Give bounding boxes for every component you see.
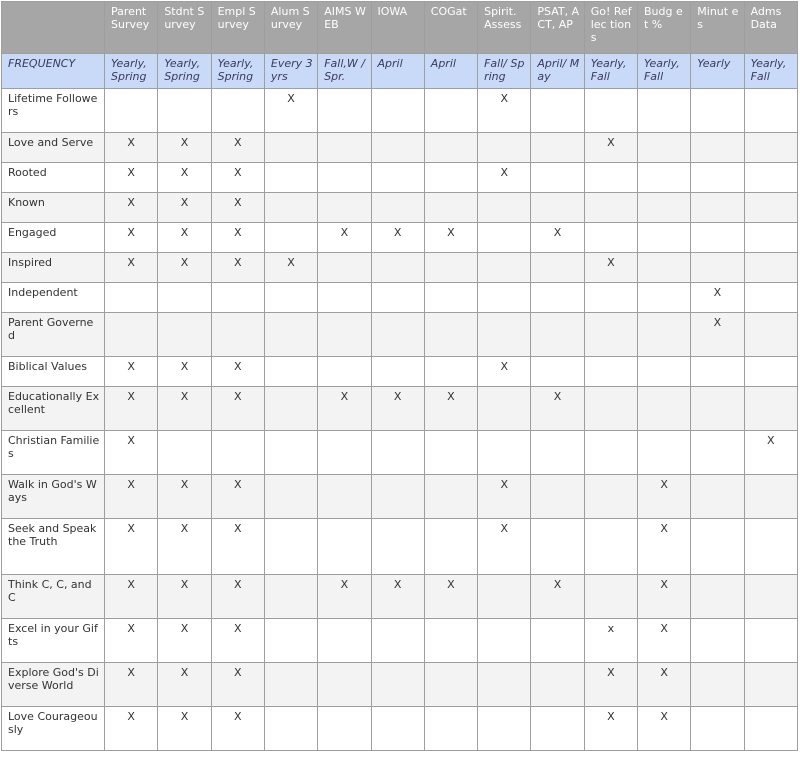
matrix-cell	[744, 707, 797, 751]
matrix-cell: X	[531, 223, 584, 253]
matrix-cell	[318, 283, 371, 313]
matrix-cell	[744, 357, 797, 387]
matrix-cell	[478, 223, 531, 253]
assessment-matrix-table	[1, 1, 798, 751]
matrix-cell: X	[211, 387, 264, 431]
row-label: Rooted	[2, 163, 105, 193]
matrix-cell	[637, 89, 690, 133]
matrix-cell	[371, 253, 424, 283]
matrix-cell	[691, 619, 744, 663]
matrix-cell	[637, 163, 690, 193]
matrix-cell	[478, 431, 531, 475]
matrix-cell	[637, 133, 690, 163]
frequency-cell: Yearly, Fall	[744, 54, 797, 89]
frequency-row	[2, 54, 798, 89]
matrix-cell: X	[105, 519, 158, 575]
matrix-cell	[424, 283, 477, 313]
matrix-cell	[584, 163, 637, 193]
matrix-cell	[637, 387, 690, 431]
matrix-cell	[584, 89, 637, 133]
matrix-cell: X	[637, 707, 690, 751]
column-header: Go! Reflec tions	[584, 2, 637, 54]
matrix-cell: X	[584, 707, 637, 751]
table-row	[2, 133, 798, 163]
matrix-cell: X	[158, 133, 211, 163]
matrix-cell: X	[264, 89, 317, 133]
matrix-cell	[584, 193, 637, 223]
matrix-cell	[531, 253, 584, 283]
matrix-cell	[371, 357, 424, 387]
matrix-cell	[318, 163, 371, 193]
matrix-cell: X	[105, 387, 158, 431]
frequency-cell: April/ May	[531, 54, 584, 89]
matrix-cell	[371, 89, 424, 133]
row-label: Explore God's Diverse World	[2, 663, 105, 707]
table-row	[2, 387, 798, 431]
matrix-cell	[318, 313, 371, 357]
matrix-cell: X	[105, 619, 158, 663]
matrix-cell: X	[478, 357, 531, 387]
matrix-cell: X	[158, 519, 211, 575]
frequency-cell: Yearly, Spring	[158, 54, 211, 89]
matrix-cell	[424, 163, 477, 193]
matrix-cell: X	[158, 387, 211, 431]
matrix-cell: X	[211, 519, 264, 575]
matrix-cell	[424, 357, 477, 387]
matrix-cell: X	[105, 707, 158, 751]
column-header: Parent Survey	[105, 2, 158, 54]
matrix-cell: X	[105, 431, 158, 475]
matrix-cell	[531, 313, 584, 357]
matrix-cell	[264, 663, 317, 707]
table-row	[2, 193, 798, 223]
matrix-cell: X	[318, 575, 371, 619]
column-header: Adms Data	[744, 2, 797, 54]
matrix-cell	[744, 313, 797, 357]
matrix-cell: X	[424, 575, 477, 619]
matrix-cell	[584, 283, 637, 313]
row-label: Walk in God's Ways	[2, 475, 105, 519]
row-label: Lifetime Followers	[2, 89, 105, 133]
matrix-cell	[424, 89, 477, 133]
row-label: Love and Serve	[2, 133, 105, 163]
row-label: Biblical Values	[2, 357, 105, 387]
matrix-cell	[637, 193, 690, 223]
matrix-cell	[691, 253, 744, 283]
matrix-cell	[264, 431, 317, 475]
matrix-cell	[424, 133, 477, 163]
matrix-cell	[584, 575, 637, 619]
matrix-cell: X	[105, 163, 158, 193]
matrix-cell	[531, 519, 584, 575]
matrix-cell: X	[584, 133, 637, 163]
matrix-cell: X	[424, 387, 477, 431]
matrix-cell	[424, 519, 477, 575]
matrix-cell	[478, 193, 531, 223]
matrix-cell: X	[371, 223, 424, 253]
matrix-cell	[105, 313, 158, 357]
matrix-cell	[584, 431, 637, 475]
matrix-cell: X	[105, 357, 158, 387]
matrix-cell	[424, 431, 477, 475]
matrix-cell	[424, 707, 477, 751]
matrix-cell	[318, 707, 371, 751]
matrix-cell	[211, 313, 264, 357]
table-row	[2, 431, 798, 475]
matrix-cell	[744, 475, 797, 519]
matrix-cell	[264, 475, 317, 519]
column-header: Spirit. Assess	[478, 2, 531, 54]
frequency-cell: Yearly, Spring	[105, 54, 158, 89]
matrix-cell: X	[211, 253, 264, 283]
table-row	[2, 283, 798, 313]
matrix-cell	[531, 89, 584, 133]
matrix-cell: X	[158, 619, 211, 663]
matrix-cell	[211, 283, 264, 313]
matrix-cell: X	[424, 223, 477, 253]
matrix-cell	[318, 619, 371, 663]
matrix-cell	[371, 431, 424, 475]
matrix-cell	[424, 313, 477, 357]
matrix-cell: X	[211, 193, 264, 223]
matrix-cell	[371, 163, 424, 193]
matrix-cell	[318, 519, 371, 575]
matrix-cell: X	[371, 387, 424, 431]
matrix-cell	[371, 707, 424, 751]
matrix-cell: X	[478, 163, 531, 193]
matrix-cell	[424, 663, 477, 707]
matrix-cell	[264, 619, 317, 663]
matrix-cell: X	[318, 387, 371, 431]
matrix-cell: X	[105, 253, 158, 283]
matrix-cell: X	[371, 575, 424, 619]
matrix-cell	[264, 133, 317, 163]
matrix-cell	[264, 387, 317, 431]
matrix-cell	[584, 223, 637, 253]
matrix-cell	[691, 431, 744, 475]
matrix-cell	[531, 133, 584, 163]
table-row	[2, 519, 798, 575]
matrix-cell: X	[637, 663, 690, 707]
column-header: PSAT, ACT, AP	[531, 2, 584, 54]
frequency-cell: April	[371, 54, 424, 89]
matrix-cell	[264, 163, 317, 193]
row-label: Known	[2, 193, 105, 223]
matrix-cell: X	[105, 663, 158, 707]
matrix-cell	[478, 387, 531, 431]
matrix-cell: X	[211, 357, 264, 387]
matrix-cell: X	[637, 475, 690, 519]
matrix-cell: X	[105, 575, 158, 619]
table-row	[2, 357, 798, 387]
frequency-cell: Every 3 yrs	[264, 54, 317, 89]
matrix-cell: X	[105, 133, 158, 163]
column-header: Stdnt Survey	[158, 2, 211, 54]
matrix-cell: X	[531, 387, 584, 431]
matrix-cell	[318, 475, 371, 519]
table-row	[2, 89, 798, 133]
matrix-cell	[744, 283, 797, 313]
matrix-cell	[318, 357, 371, 387]
matrix-cell	[637, 223, 690, 253]
matrix-cell	[264, 313, 317, 357]
matrix-cell: X	[637, 619, 690, 663]
matrix-cell: X	[478, 475, 531, 519]
row-label: Love Courageously	[2, 707, 105, 751]
matrix-cell	[531, 283, 584, 313]
matrix-cell: X	[211, 163, 264, 193]
matrix-cell	[424, 253, 477, 283]
matrix-cell: X	[158, 475, 211, 519]
matrix-cell	[424, 475, 477, 519]
matrix-cell: X	[211, 475, 264, 519]
matrix-cell	[637, 431, 690, 475]
row-label: Christian Families	[2, 431, 105, 475]
matrix-cell	[158, 283, 211, 313]
matrix-cell	[691, 707, 744, 751]
row-label: Excel in your Gifts	[2, 619, 105, 663]
row-label: Educationally Excellent	[2, 387, 105, 431]
matrix-cell	[531, 163, 584, 193]
matrix-cell	[691, 387, 744, 431]
matrix-cell	[158, 313, 211, 357]
matrix-cell	[211, 89, 264, 133]
matrix-cell	[584, 313, 637, 357]
matrix-cell	[637, 313, 690, 357]
matrix-cell: X	[478, 519, 531, 575]
matrix-cell: X	[211, 707, 264, 751]
matrix-cell	[264, 357, 317, 387]
matrix-cell: X	[264, 253, 317, 283]
matrix-cell: X	[584, 253, 637, 283]
matrix-cell	[105, 283, 158, 313]
matrix-cell: X	[158, 193, 211, 223]
matrix-cell	[744, 253, 797, 283]
matrix-cell	[371, 313, 424, 357]
matrix-cell	[478, 619, 531, 663]
matrix-cell	[744, 519, 797, 575]
matrix-cell	[318, 253, 371, 283]
row-label: Engaged	[2, 223, 105, 253]
matrix-cell	[371, 283, 424, 313]
matrix-cell	[531, 619, 584, 663]
matrix-cell	[691, 519, 744, 575]
matrix-cell	[531, 663, 584, 707]
matrix-cell	[584, 357, 637, 387]
matrix-cell	[531, 707, 584, 751]
matrix-cell	[424, 619, 477, 663]
matrix-cell	[478, 133, 531, 163]
matrix-cell: X	[158, 707, 211, 751]
matrix-cell	[371, 519, 424, 575]
matrix-cell: X	[211, 663, 264, 707]
matrix-cell: X	[105, 475, 158, 519]
matrix-cell	[371, 663, 424, 707]
matrix-cell	[371, 475, 424, 519]
column-header: Empl Survey	[211, 2, 264, 54]
matrix-cell	[318, 89, 371, 133]
frequency-cell: Fall,W /Spr.	[318, 54, 371, 89]
matrix-cell: X	[744, 431, 797, 475]
column-header: AIMS WEB	[318, 2, 371, 54]
matrix-cell: X	[318, 223, 371, 253]
matrix-cell	[744, 387, 797, 431]
table-row	[2, 663, 798, 707]
column-header: COGat	[424, 2, 477, 54]
matrix-cell	[478, 663, 531, 707]
matrix-cell	[584, 475, 637, 519]
matrix-cell	[531, 475, 584, 519]
table-row	[2, 619, 798, 663]
matrix-cell	[691, 663, 744, 707]
matrix-cell	[691, 223, 744, 253]
matrix-cell	[264, 223, 317, 253]
corner-cell	[2, 2, 105, 54]
matrix-cell	[105, 89, 158, 133]
matrix-cell	[691, 357, 744, 387]
matrix-cell: X	[158, 163, 211, 193]
matrix-cell	[744, 663, 797, 707]
matrix-cell	[478, 253, 531, 283]
matrix-cell	[744, 223, 797, 253]
table-row	[2, 223, 798, 253]
matrix-cell	[584, 519, 637, 575]
matrix-cell	[318, 431, 371, 475]
matrix-cell	[744, 619, 797, 663]
matrix-cell: X	[531, 575, 584, 619]
matrix-cell: x	[584, 619, 637, 663]
column-header: Minut es	[691, 2, 744, 54]
matrix-cell	[318, 133, 371, 163]
matrix-cell	[691, 475, 744, 519]
matrix-cell: X	[478, 89, 531, 133]
header-row	[2, 2, 798, 54]
matrix-cell	[691, 89, 744, 133]
matrix-cell: X	[105, 193, 158, 223]
matrix-cell	[637, 253, 690, 283]
matrix-cell	[371, 193, 424, 223]
matrix-cell: X	[158, 357, 211, 387]
matrix-cell	[478, 707, 531, 751]
frequency-cell: Yearly	[691, 54, 744, 89]
matrix-cell	[691, 193, 744, 223]
matrix-cell: X	[691, 313, 744, 357]
matrix-cell	[264, 707, 317, 751]
matrix-cell: X	[637, 519, 690, 575]
matrix-cell: X	[584, 663, 637, 707]
row-label: Seek and Speak the Truth	[2, 519, 105, 575]
matrix-cell: X	[211, 133, 264, 163]
matrix-cell	[478, 313, 531, 357]
matrix-cell	[264, 575, 317, 619]
matrix-cell	[691, 133, 744, 163]
matrix-cell: X	[158, 575, 211, 619]
row-label: Parent Governed	[2, 313, 105, 357]
row-label: Independent	[2, 283, 105, 313]
matrix-cell	[478, 283, 531, 313]
matrix-cell: X	[158, 663, 211, 707]
matrix-cell	[691, 575, 744, 619]
matrix-cell	[264, 283, 317, 313]
matrix-cell	[158, 431, 211, 475]
matrix-cell: X	[637, 575, 690, 619]
frequency-label: FREQUENCY	[2, 54, 105, 89]
table-row	[2, 575, 798, 619]
matrix-cell	[531, 193, 584, 223]
matrix-cell	[531, 431, 584, 475]
matrix-cell: X	[211, 619, 264, 663]
matrix-cell	[478, 575, 531, 619]
frequency-cell: Fall/ Spring	[478, 54, 531, 89]
matrix-cell	[744, 89, 797, 133]
table-row	[2, 707, 798, 751]
column-header: Budg et %	[637, 2, 690, 54]
matrix-cell: X	[691, 283, 744, 313]
matrix-cell	[691, 163, 744, 193]
column-header: IOWA	[371, 2, 424, 54]
matrix-cell	[318, 193, 371, 223]
table-row	[2, 253, 798, 283]
table-row	[2, 163, 798, 193]
matrix-cell	[318, 663, 371, 707]
row-label: Inspired	[2, 253, 105, 283]
table-row	[2, 313, 798, 357]
frequency-cell: Yearly, Fall	[584, 54, 637, 89]
matrix-cell: X	[211, 575, 264, 619]
matrix-cell	[744, 133, 797, 163]
frequency-cell: April	[424, 54, 477, 89]
matrix-cell	[744, 193, 797, 223]
matrix-cell	[371, 133, 424, 163]
matrix-cell	[264, 193, 317, 223]
matrix-cell: X	[158, 253, 211, 283]
matrix-cell	[744, 163, 797, 193]
matrix-cell	[637, 357, 690, 387]
matrix-cell	[211, 431, 264, 475]
matrix-cell	[637, 283, 690, 313]
matrix-cell	[264, 519, 317, 575]
row-label: Think C, C, and C	[2, 575, 105, 619]
matrix-cell	[371, 619, 424, 663]
column-header: Alum Survey	[264, 2, 317, 54]
matrix-cell	[424, 193, 477, 223]
table-row	[2, 475, 798, 519]
matrix-cell: X	[211, 223, 264, 253]
frequency-cell: Yearly, Spring	[211, 54, 264, 89]
frequency-cell: Yearly, Fall	[637, 54, 690, 89]
matrix-cell	[158, 89, 211, 133]
matrix-cell	[744, 575, 797, 619]
matrix-cell	[584, 387, 637, 431]
matrix-cell	[531, 357, 584, 387]
matrix-cell: X	[158, 223, 211, 253]
matrix-cell: X	[105, 223, 158, 253]
